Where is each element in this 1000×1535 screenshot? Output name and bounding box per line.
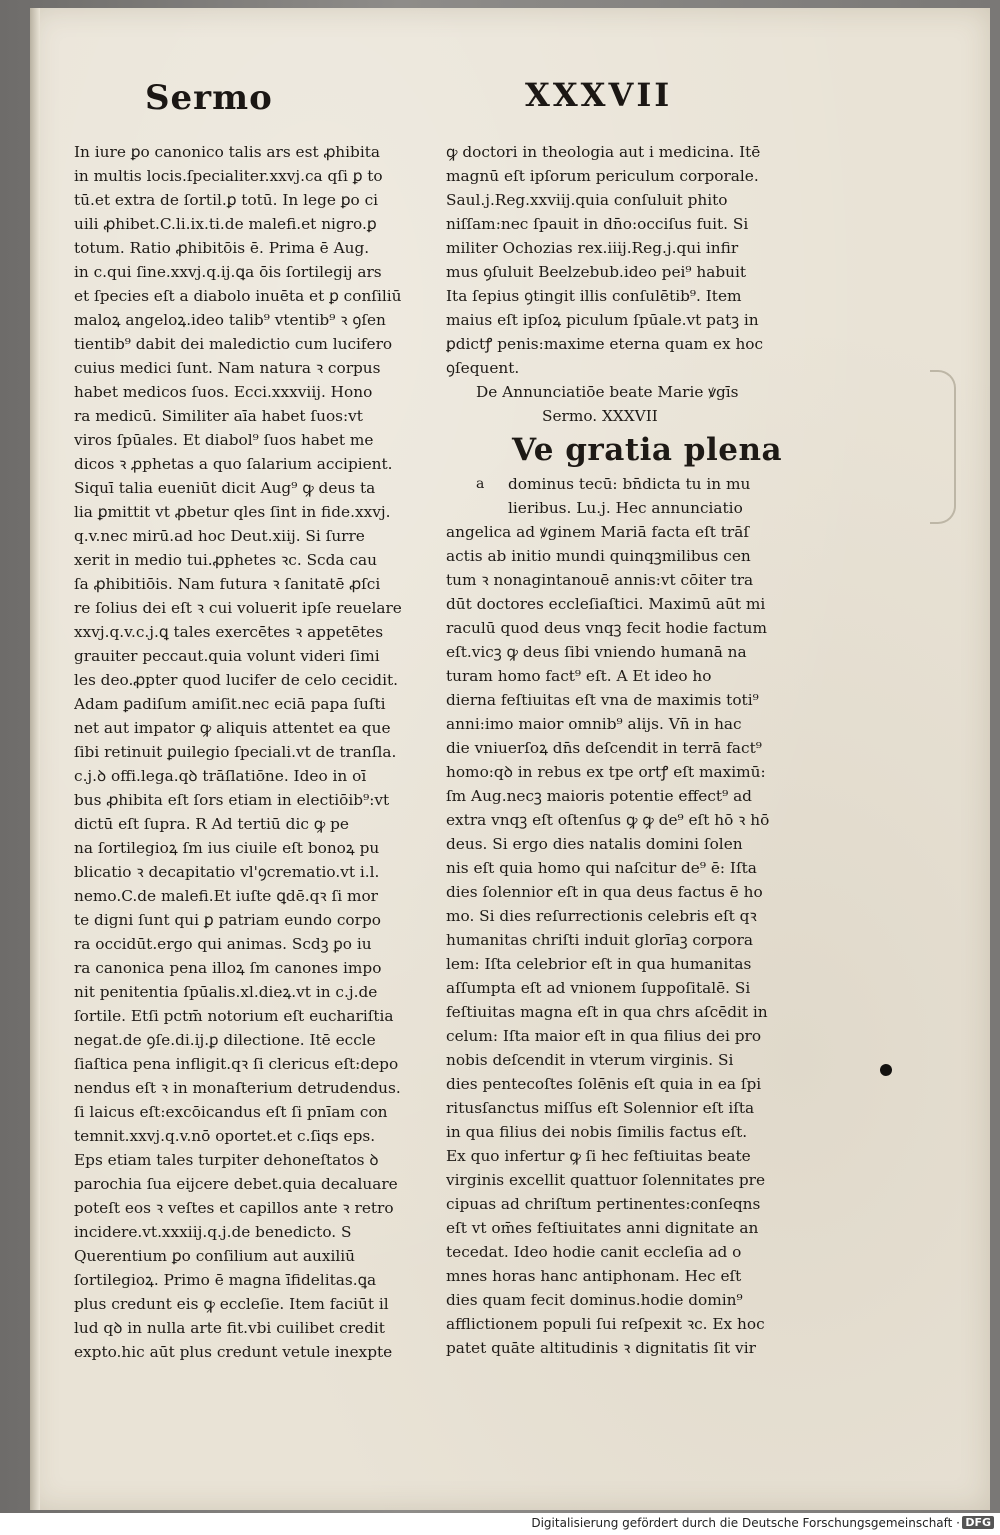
- text-line: militer Ochozias rex.iiij.Reg.j.qui infir: [446, 239, 739, 257]
- funding-notice: Digitalisierung gefördert durch die Deutsche Forschungsgemeinschaft ·: [531, 1516, 960, 1530]
- folio-number: XXXVII: [525, 76, 673, 114]
- text-line: In iure ꝑo canonico talis ars est ꝓhibita: [74, 143, 381, 161]
- text-line: grauiter peccaut.quia volunt videri ſimi: [74, 647, 380, 665]
- text-line: ſm Aug.necꝫ maioris potentie effect⁹ ad: [446, 787, 752, 805]
- text-line: bus ꝓhibita eſt ſors etiam in electiōib⁹:vt: [74, 791, 390, 809]
- sermon-incipit: Ve gratia plena: [512, 432, 783, 468]
- text-line: lia ꝑmittit vt ꝓbetur qles ſint in fide.xxvj.: [74, 503, 391, 521]
- text-line: lem: Iſta celebrior eſt in qua humanitas: [446, 955, 752, 973]
- text-line: parochia ſua eijcere debet.quia decaluare: [74, 1175, 398, 1193]
- text-line: virginis excellit quattuor ſolennitates pre: [446, 1171, 766, 1189]
- text-line: maloꝝ angeloꝝ.ideo talib⁹ vtentib⁹ ꝛ ꝯſen: [74, 311, 386, 329]
- text-line: tecedat. Ideo hodie canit eccleſia ad o: [446, 1243, 742, 1261]
- right-text-column: [446, 140, 796, 1360]
- text-line: die vniuerſoꝝ dn̄s deſcendit in terrā fact⁹: [446, 739, 762, 757]
- text-line: ra canonica pena illoꝝ ſm canones impo: [74, 959, 382, 977]
- text-line: ra occidūt.ergo qui animas. Scdꝫ ꝑo iu: [74, 935, 372, 953]
- text-line: ſiaſtica pena infligit.qꝛ ſi clericus eſt:depo: [74, 1055, 399, 1073]
- text-line: negat.de ꝯſe.di.ij.ꝑ dilectione. Itē eccle: [74, 1031, 376, 1049]
- text-line: in multis locis.ſpecialiter.xxvj.ca qſi ꝑ to: [74, 167, 383, 185]
- text-line: tum ꝛ nonagintanouē annis:vt cōiter tra: [446, 571, 754, 589]
- text-line: nemo.C.de malefi.Et iuſte ꝗdē.qꝛ ſi mor: [74, 887, 378, 905]
- page-fold-mark: [930, 370, 956, 524]
- text-line: Siquī talia eueniūt dicit Aug⁹ ꝙ deus ta: [74, 479, 376, 497]
- text-line: viros ſpūales. Et diabol⁹ ſuos habet me: [74, 431, 374, 449]
- text-line: dies quam fecit dominus.hodie domin⁹: [446, 1291, 743, 1309]
- text-line: totum. Ratio ꝓhibitōis ē. Prima ē Aug.: [74, 239, 370, 257]
- left-text-column: [74, 140, 434, 1364]
- text-line: in c.qui ſine.xxvj.q.ij.ꝗa ōis ſortilegij ars: [74, 263, 382, 281]
- text-line: c.j.ꝺ offi.lega.qꝺ trāſlatiōne. Ideo in oī: [74, 767, 367, 785]
- page-edge: [30, 8, 40, 1510]
- text-line: turam homo fact⁹ eſt. A Et ideo ho: [446, 667, 712, 685]
- text-line: magnū eſt ipſorum periculum corporale.: [446, 167, 759, 185]
- text-line: deus. Si ergo dies natalis domini ſolen: [446, 835, 743, 853]
- text-line: Eps etiam tales turpiter dehoneſtatos ꝺ: [74, 1151, 379, 1169]
- text-line: ꝑdictꝭ penis:maxime eterna quam ex hoc: [446, 335, 764, 353]
- text-line: feſtiuitas magna eſt in qua chrs aſcēdit in: [446, 1003, 768, 1021]
- text-line: dierna feſtiuitas eſt vna de maximis toti⁹: [446, 691, 759, 709]
- text-line: ſortile. Etſi pctm̄ notorium eſt euchariſtia: [74, 1007, 394, 1025]
- text-line: dicos ꝛ ꝓphetas a quo ſalarium accipient.: [74, 455, 393, 473]
- text-line: ritusſanctus miſſus eſt Solennior eſt iſta: [446, 1099, 755, 1117]
- text-line: uili ꝓhibet.C.li.ix.ti.de malefi.et nigro.ꝑ: [74, 215, 377, 233]
- text-line: et ſpecies eſt a diabolo inuēta et ꝑ conſiliū: [74, 287, 402, 305]
- text-line: afflictionem populi ſui reſpexit ꝛc. Ex hoc: [446, 1315, 765, 1333]
- text-line: tientib⁹ dabit dei maledictio cum lucifero: [74, 335, 393, 353]
- text-line: mnes horas hanc antiphonam. Hec eſt: [446, 1267, 742, 1285]
- text-line: eſt.vicꝫ ꝙ deus ſibi vniendo humanā na: [446, 643, 747, 661]
- text-line: dies pentecoſtes ſolēnis eſt quia in ea ſpi: [446, 1075, 762, 1093]
- text-line: tū.et extra de ſortil.ꝑ totū. In lege ꝑo ci: [74, 191, 379, 209]
- text-line: xerit in medio tui.ꝓphetes ꝛc. Scda cau: [74, 551, 377, 569]
- text-line: mo. Si dies reſurrectionis celebris eſt qꝛ: [446, 907, 757, 925]
- text-line: dominus tecū: bn̄dicta tu in mu: [508, 475, 751, 493]
- text-line: eſt vt om̄es feſtiuitates anni dignitate an: [446, 1219, 759, 1237]
- text-line: ꝙ doctori in theologia aut i medicina. Itē: [446, 143, 761, 161]
- text-line: xxvj.q.v.c.j.ꝗ tales exercētes ꝛ appetētes: [74, 623, 384, 641]
- text-line: patet quāte altitudinis ꝛ dignitatis ſit vir: [446, 1339, 756, 1357]
- text-line: celum: Iſta maior eſt in qua filius dei pro: [446, 1027, 762, 1045]
- text-line: ſibi retinuit ꝑuilegio ſpeciali.vt de tranſla.: [74, 743, 397, 761]
- ink-spot: [880, 1064, 892, 1076]
- text-line: habet medicos ſuos. Ecci.xxxviij. Hono: [74, 383, 373, 401]
- text-line: humanitas chriſti induit glorīaꝫ corpora: [446, 931, 753, 949]
- text-line: niſſam:nec ſpauit in dn̄o:occiſus fuit. Si: [446, 215, 749, 233]
- text-line: ſa ꝓhibitiōis. Nam futura ꝛ ſanitatē ꝓſci: [74, 575, 381, 593]
- text-line: te digni ſunt qui ꝑ patriam eundo corpo: [74, 911, 381, 929]
- text-line: ra medicū. Similiter aīa habet ſuos:vt: [74, 407, 363, 425]
- text-line: incidere.vt.xxxiij.q.j.de benedicto. S: [74, 1223, 352, 1241]
- bleed-through-ghost: [290, 82, 303, 117]
- text-line: lud qꝺ in nulla arte fit.vbi cuilibet credit: [74, 1319, 385, 1337]
- guide-letter: a: [476, 476, 485, 492]
- text-line: nobis deſcendit in vterum virginis. Si: [446, 1051, 734, 1069]
- text-line: Adam ꝑadiſum amiſit.nec eciā papa ſuſti: [74, 695, 386, 713]
- text-line: nendus eſt ꝛ in monaſterium detrudendus.: [74, 1079, 401, 1097]
- text-line: expto.hic aūt plus credunt vetule inexpte: [74, 1343, 393, 1361]
- text-line: nit penitentia ſpūalis.xl.dieꝝ.vt in c.j.de: [74, 983, 378, 1001]
- sermon-heading: De Annunciatiōe beate Marie ꝟgīs: [476, 383, 739, 401]
- text-line: dūt doctores eccleſiaſtici. Maximū aūt mi: [446, 595, 766, 613]
- text-line: q.v.nec mirū.ad hoc Deut.xiij. Si ſurre: [74, 527, 365, 545]
- text-line: anni:imo maior omnib⁹ alijs. Vn̄ in hac: [446, 715, 742, 733]
- text-line: dictū eſt ſupra. R Ad tertiū dic ꝙ pe: [74, 815, 349, 833]
- text-line: angelica ad ꝟginem Mariā facta eſt trāſ: [446, 523, 749, 541]
- text-line: nis eſt quia homo qui naſcitur de⁹ ē: Iſta: [446, 859, 757, 877]
- text-line: Ita ſepius ꝯtingit illis conſulētib⁹. Item: [446, 287, 742, 305]
- text-line: cuius medici ſunt. Nam natura ꝛ corpus: [74, 359, 381, 377]
- text-line: lieribus. Lu.j. Hec annunciatio: [508, 499, 743, 517]
- text-line: Querentium ꝑo conſilium aut auxiliū: [74, 1247, 355, 1265]
- text-line: na ſortilegioꝝ ſm ius ciuile eſt bonoꝝ pu: [74, 839, 380, 857]
- text-line: re ſolius dei eſt ꝛ cui voluerit ipſe reuelare: [74, 599, 402, 617]
- text-line: homo:qꝺ in rebus ex tpe ortꝭ eſt maximū:: [446, 763, 766, 781]
- dfg-logo: DFG: [962, 1516, 994, 1529]
- footer-bar: [0, 1513, 1000, 1535]
- sermon-number: Sermo. XXXVII: [542, 407, 658, 425]
- text-line: ꝯſequent.: [446, 359, 520, 377]
- text-line: mus ꝯſuluit Beelzebub.ideo pei⁹ habuit: [446, 263, 747, 281]
- text-line: ſortilegioꝝ. Primo ē magna īfidelitas.ꝗa: [74, 1271, 377, 1289]
- text-line: poteſt eos ꝛ veſtes et capillos ante ꝛ retro: [74, 1199, 394, 1217]
- text-line: blicatio ꝛ decapitatio vl'ꝯcrematio.vt i.l.: [74, 863, 380, 881]
- text-line: temnit.xxvj.q.v.nō oportet.et c.ſiqs eps.: [74, 1127, 376, 1145]
- text-line: extra vnqꝫ eſt oſtenſus ꝙ ꝙ de⁹ eſt hō ꝛ hō: [446, 811, 770, 829]
- text-line: les deo.ꝓpter quod lucifer de celo cecidit.: [74, 671, 398, 689]
- text-line: raculū quod deus vnqꝫ fecit hodie factum: [446, 619, 768, 637]
- right-column-body: [446, 520, 796, 1360]
- text-line: dies ſolennior eſt in qua deus factus ē ho: [446, 883, 763, 901]
- indented-lines: [446, 472, 796, 520]
- text-line: in qua filius dei nobis ſimilis factus eſt.: [446, 1123, 748, 1141]
- running-header-left: Sermo: [145, 78, 273, 118]
- text-line: aſſumpta eſt ad vnionem ſuppoſitalē. Si: [446, 979, 751, 997]
- text-line: ſi laicus eſt:excōicandus eſt ſi pnīam con: [74, 1103, 388, 1121]
- text-line: Saul.j.Reg.xxviij.quia conſuluit phito: [446, 191, 728, 209]
- text-line: cipuas ad chriſtum pertinentes:conſeqns: [446, 1195, 761, 1213]
- right-column-continuation: [446, 140, 796, 380]
- text-line: net aut impator ꝙ aliquis attentet ea que: [74, 719, 391, 737]
- text-line: plus credunt eis ꝙ eccleſie. Item faciūt il: [74, 1295, 389, 1313]
- text-line: Ex quo infertur ꝙ ſi hec feſtiuitas beate: [446, 1147, 751, 1165]
- text-line: actis ab initio mundi quinqꝫmilibus cen: [446, 547, 751, 565]
- text-line: maius eſt ipſoꝝ piculum ſpūale.vt patꝫ in: [446, 311, 759, 329]
- indented-opening: [446, 472, 796, 520]
